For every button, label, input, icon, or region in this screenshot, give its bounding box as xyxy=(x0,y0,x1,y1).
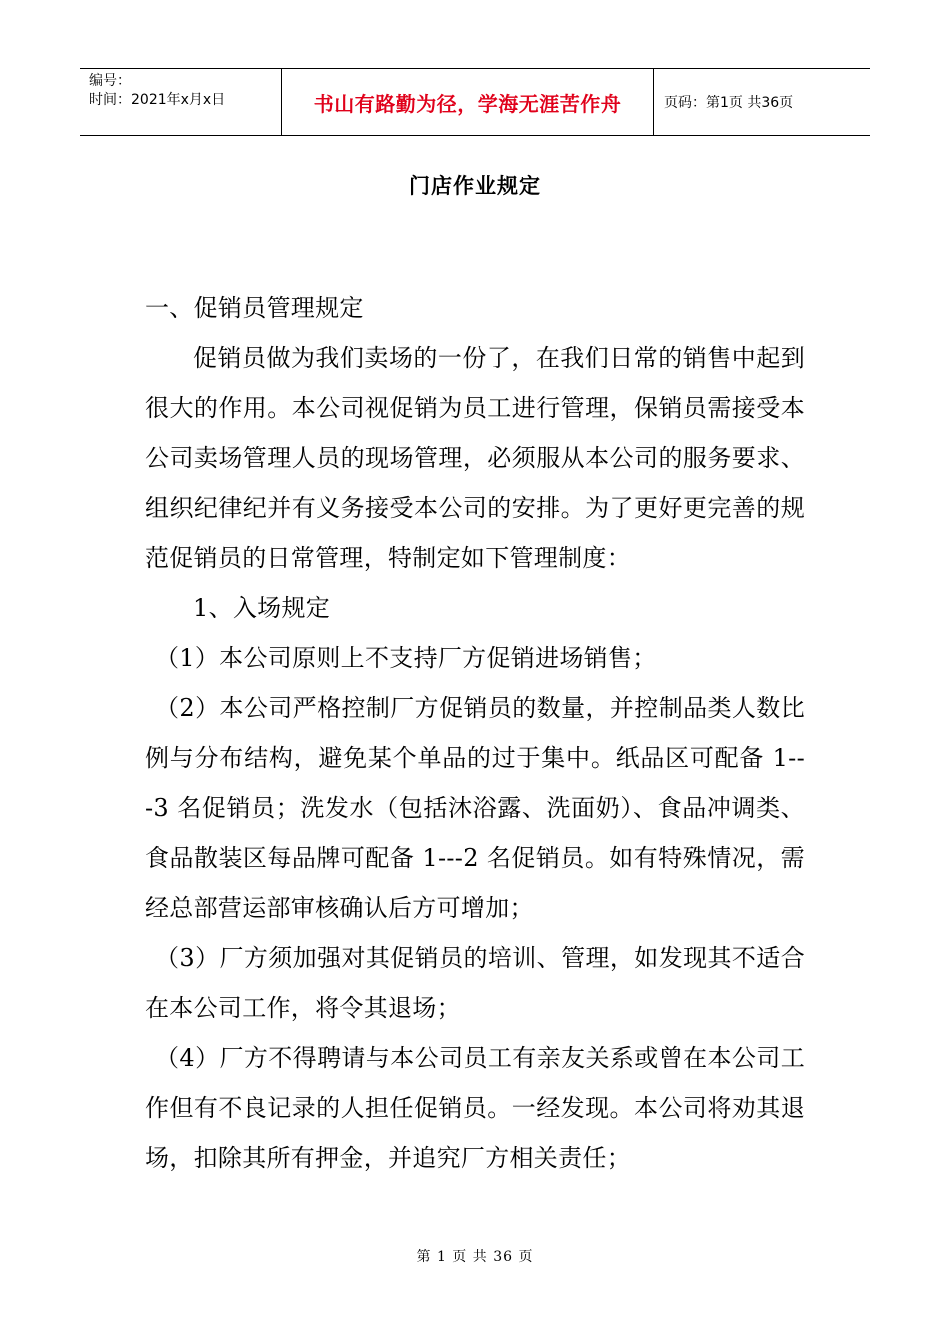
rule-item: （1）本公司原则上不支持厂方促销进场销售； xyxy=(155,644,657,672)
header-motto: 书山有路勤为径，学海无涯苦作舟 xyxy=(313,91,622,116)
document-body xyxy=(145,283,805,1183)
header-number-label: 编号： xyxy=(89,73,131,89)
rule-item: （3）厂方须加强对其促销员的培训、管理，如发现其不适合在本公司工作，将令其退场； xyxy=(145,944,805,1022)
section-heading: 一、促销员管理规定 xyxy=(145,294,364,322)
subsection-heading: 1、入场规定 xyxy=(193,594,331,622)
page-footer: 第 1 页 共 36 页 xyxy=(416,1249,534,1265)
header-page-code: 页码：第1页 共36页 xyxy=(664,95,794,111)
document-title: 门店作业规定 xyxy=(409,174,541,198)
rule-item: （2）本公司严格控制厂方促销员的数量，并控制品类人数比例与分布结构，避免某个单品的过于集中。纸品区可配备 1---3 名促销员；洗发水（包括沐浴露、洗面奶）、食品冲调类、食品散装区每品牌可配备 1---2 名促销员。如有特殊情况，需经总部营运部审核确认后方可增加； xyxy=(145,694,805,922)
header-motto-cell xyxy=(282,69,654,135)
header-time-label: 时间：2021年x月x日 xyxy=(89,92,226,108)
page-header xyxy=(80,68,870,136)
body-paragraph: 促销员做为我们卖场的一份了，在我们日常的销售中起到很大的作用。本公司视促销为员工进行管理，保销员需接受本公司卖场管理人员的现场管理，必须服从本公司的服务要求、组织纪律纪并有义务接受本公司的安排。为了更好更完善的规范促销员的日常管理，特制定如下管理制度： xyxy=(145,344,805,572)
header-meta-cell xyxy=(80,69,282,135)
header-page-code-cell xyxy=(654,69,870,135)
rule-item: （4）厂方不得聘请与本公司员工有亲友关系或曾在本公司工作但有不良记录的人担任促销员。一经发现。本公司将劝其退场，扣除其所有押金，并追究厂方相关责任； xyxy=(145,1044,805,1172)
